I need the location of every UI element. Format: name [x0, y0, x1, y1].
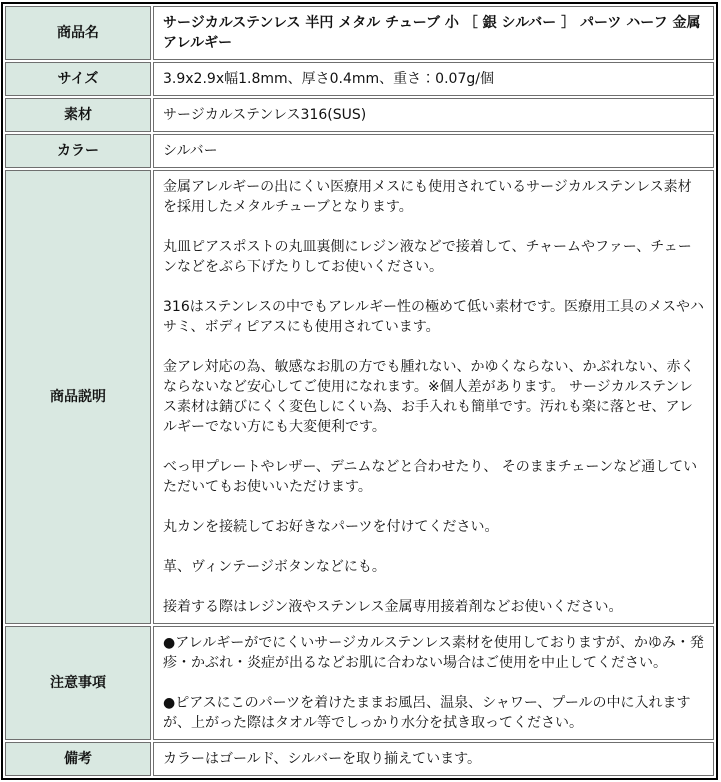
row-value-cautions [153, 626, 714, 740]
table-body [5, 6, 714, 776]
caution-paragraph: ●ピアスにこのパーツを着けたままお風呂、温泉、シャワー、プールの中に入れますが、上がった際はタオル等でしっかり水分を拭き取ってください。 [163, 695, 691, 731]
table-row-cautions [5, 626, 714, 740]
description-paragraph: 革、ヴィンテージボタンなどにも。 [163, 559, 386, 575]
row-value-product-name: サージカルステンレス 半円 メタル チューブ 小 ［ 銀 シルバー ］ パーツ ハーフ 金属アレルギー [153, 6, 714, 60]
description-paragraph: 金属アレルギーの出にくい医療用メスにも使用されているサージカルステンレス素材を採用したメタルチューブとなります。 [163, 179, 692, 215]
table-row-product-name [5, 6, 714, 60]
row-label-cautions: 注意事項 [5, 626, 151, 740]
row-value-material: サージカルステンレス316(SUS) [153, 98, 714, 132]
description-paragraph: 接着する際はレジン液やステンレス金属専用接着剤などお使いください。 [163, 599, 623, 615]
table-row-description [5, 170, 714, 624]
description-paragraph: 316はステンレスの中でもアレルギー性の極めて低い素材です。医療用工具のメスやハサミ、ボディピアスにも使用されています。 [163, 299, 704, 335]
row-label-remarks: 備考 [5, 742, 151, 776]
table-row-remarks [5, 742, 714, 776]
row-value-description [153, 170, 714, 624]
table-row-color [5, 134, 714, 168]
row-value-remarks: カラーはゴールド、シルバーを取り揃えています。 [153, 742, 714, 776]
row-label-material: 素材 [5, 98, 151, 132]
table-row-material [5, 98, 714, 132]
description-paragraph: 丸カンを接続してお好きなパーツを付けてください。 [163, 519, 499, 535]
row-label-color: カラー [5, 134, 151, 168]
row-label-description: 商品説明 [5, 170, 151, 624]
row-label-product-name: 商品名 [5, 6, 151, 60]
description-paragraph: べっ甲プレートやレザー、デニムなどと合わせたり、 そのままチェーンなど通していただいてもお使いいただけます。 [163, 459, 698, 495]
row-value-color: シルバー [153, 134, 714, 168]
page [0, 2, 721, 780]
description-paragraph: 丸皿ピアスポストの丸皿裏側にレジン液などで接着して、チャームやファー、チェーンなどをぶら下げたりしてお使いください。 [163, 239, 692, 275]
row-label-size: サイズ [5, 62, 151, 96]
description-paragraph: 金アレ対応の為、敏感なお肌の方でも腫れない、かゆくならない、かぶれない、赤くならないなど安心してご使用になれます。※個人差があります。 サージカルステンレス素材は錆びにくく変色しにくい為、お手入れも簡単です。汚れも楽に落とせ、アレルギーでない方にも大変便利です。 [163, 359, 695, 435]
row-value-size: 3.9x2.9x幅1.8mm、厚さ0.4mm、重さ：0.07g/個 [153, 62, 714, 96]
caution-paragraph: ●アレルギーがでにくいサージカルステンレス素材を使用しておりますが、かゆみ・発疹・かぶれ・炎症が出るなどお肌に合わない場合はご使用を中止してください。 [163, 635, 704, 671]
table-row-size [5, 62, 714, 96]
product-spec-table [1, 2, 718, 780]
